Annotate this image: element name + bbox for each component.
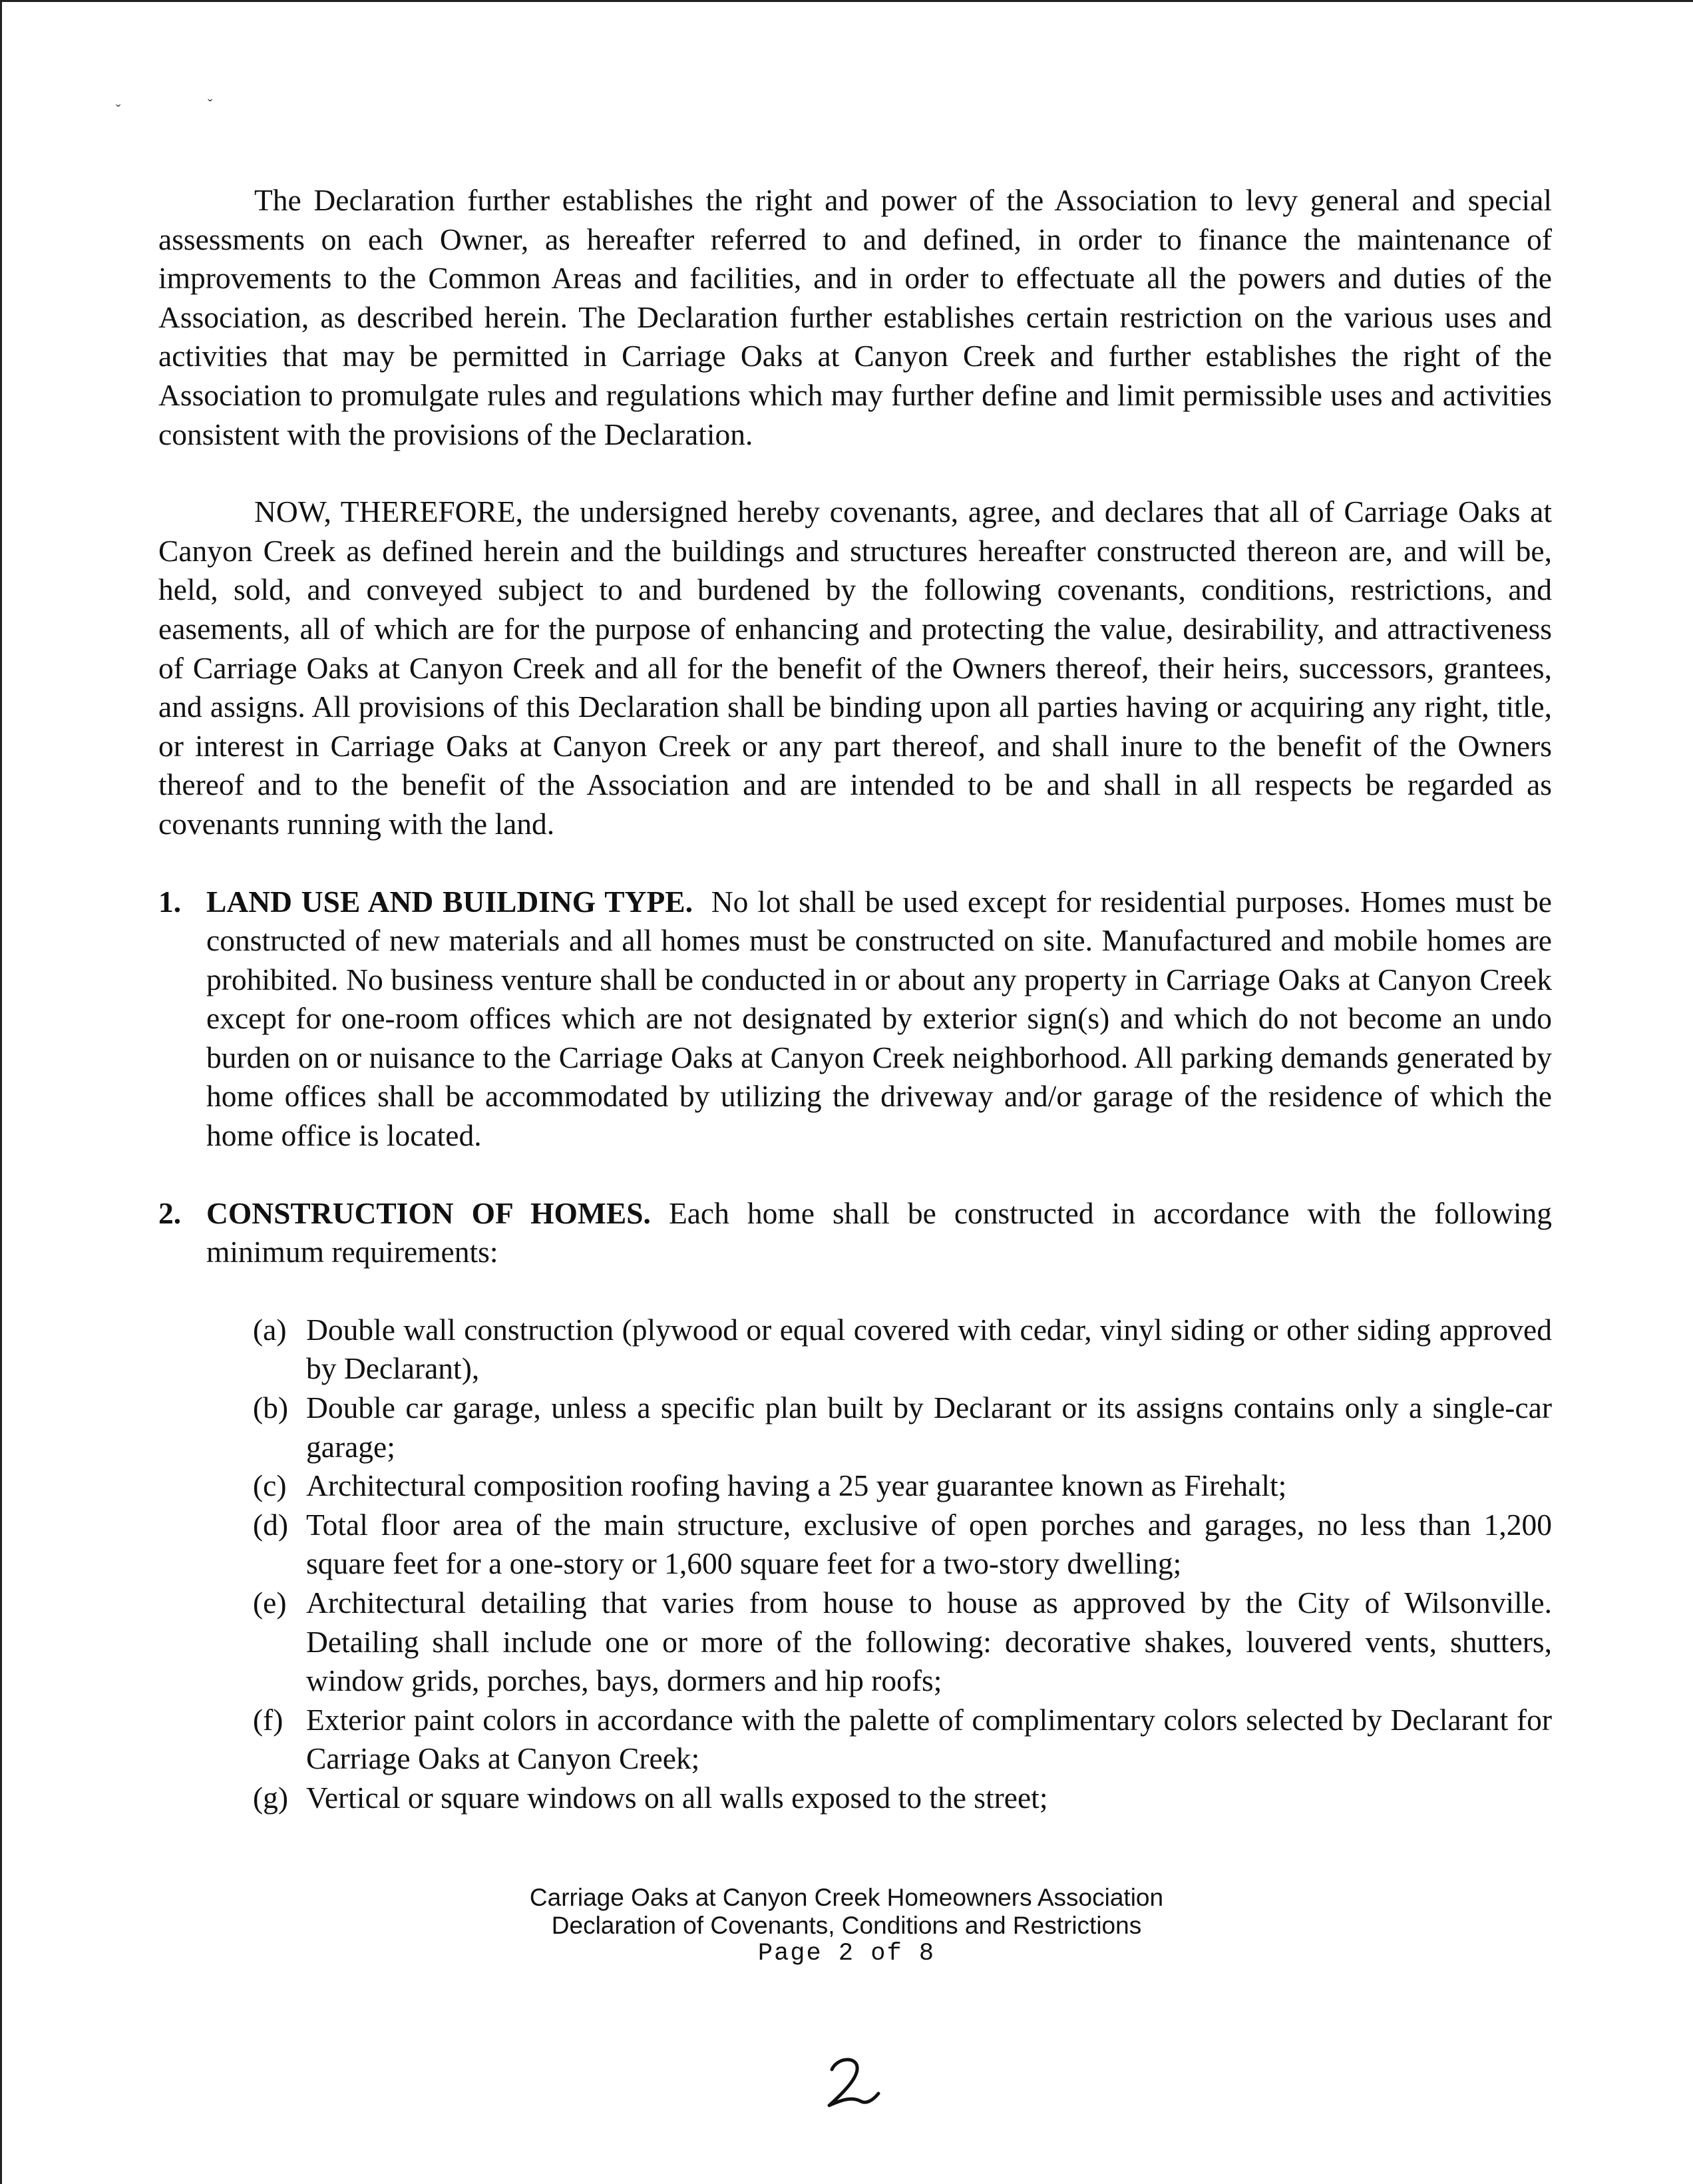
section-body: Each home shall be constructed in accordance with the following minimum requirements: bbox=[206, 1196, 1552, 1269]
section-heading-punct: . bbox=[685, 884, 693, 919]
intro-paragraph-assessments: The Declaration further establishes the right and power of the Association to levy general and special assessments on each Owner, as hereafter referred to and defined, in order to finance the maintenance of improvements to the Common Areas and facilities, and in order to effectuate all the powers and duties of the Association, as described herein. The Declaration further establishes certain restriction on the various uses and activities that may be permitted in Carriage Oaks at Canyon Creek and further establishes the right of the Association to promulgate rules and regulations which may further define and limit permissible uses and activities consistent with the provisions of the Declaration. bbox=[158, 183, 1552, 451]
list-marker: (d) bbox=[253, 1507, 289, 1542]
document-body bbox=[158, 181, 1552, 1818]
list-item-text: Architectural detailing that varies from house to house as approved by the City of Wilsonville. Detailing shall include one or more of the following: decorative shakes, louvered vents, shutters, window grids, porches, bays, dormers and hip roofs; bbox=[306, 1586, 1552, 1698]
section-land-use bbox=[158, 883, 1552, 1156]
list-item bbox=[158, 1701, 1552, 1779]
list-item-text: Exterior paint colors in accordance with the palette of complimentary colors selected by Declarant for Carriage Oaks at Canyon Creek; bbox=[306, 1702, 1552, 1776]
list-marker: (e) bbox=[253, 1586, 287, 1620]
list-item-text: Total floor area of the main structure, exclusive of open porches and garages, no less than 1,200 square feet for a one-story or 1,600 square feet for a two-story dwelling; bbox=[306, 1507, 1552, 1581]
scan-speck: ˇ bbox=[208, 96, 213, 112]
list-marker: (g) bbox=[253, 1780, 289, 1815]
page-footer bbox=[0, 1884, 1693, 1968]
list-marker: (b) bbox=[253, 1391, 289, 1425]
footer-association-name: Carriage Oaks at Canyon Creek Homeowners Association bbox=[529, 1884, 1164, 1911]
list-item bbox=[158, 1311, 1552, 1389]
list-item-text: Double wall construction (plywood or equal covered with cedar, vinyl siding or other siding approved by Declarant), bbox=[306, 1312, 1552, 1386]
section-heading: LAND USE AND BUILDING TYPE bbox=[206, 884, 685, 919]
list-item bbox=[158, 1584, 1552, 1701]
list-marker: (c) bbox=[253, 1468, 287, 1503]
section-body: No lot shall be used except for residential purposes. Homes must be constructed of new materials and all homes must be constructed on site. Manufactured and mobile homes are prohibited. No business venture shall be conducted in or about any property in Carriage Oaks at Canyon Creek except for one-room offices which are not designated by exterior sign(s) and which do not become an undo burden on or nuisance to the Carriage Oaks at Canyon Creek neighborhood. All parking demands generated by home offices shall be accommodated by utilizing the driveway and/or garage of the residence of which the home office is located. bbox=[206, 884, 1552, 1153]
section-construction bbox=[158, 1194, 1552, 1272]
list-marker: (f) bbox=[253, 1702, 283, 1737]
footer-document-title: Declaration of Covenants, Conditions and Restrictions bbox=[551, 1912, 1142, 1939]
list-item-text: Architectural composition roofing having a 25 year guarantee known as Firehalt; bbox=[306, 1468, 1287, 1503]
footer-page-number: Page 2 of 8 bbox=[757, 1940, 936, 1968]
list-item bbox=[158, 1779, 1552, 1818]
list-item-text: Vertical or square windows on all walls exposed to the street; bbox=[306, 1780, 1048, 1815]
list-marker: (a) bbox=[253, 1312, 287, 1347]
section-heading: CONSTRUCTION OF HOMES. bbox=[206, 1196, 651, 1230]
handwritten-two-icon bbox=[817, 2054, 890, 2117]
section-number: 2. bbox=[158, 1196, 182, 1230]
scan-speck: ˇ bbox=[116, 101, 121, 118]
list-item bbox=[158, 1506, 1552, 1584]
list-item-text: Double car garage, unless a specific plan built by Declarant or its assigns contains only a single-car garage; bbox=[306, 1391, 1552, 1464]
list-item bbox=[158, 1466, 1552, 1506]
handwritten-page-number bbox=[817, 2054, 890, 2120]
section-number: 1. bbox=[158, 884, 182, 919]
intro-paragraph-now-therefore: NOW, THEREFORE, the undersigned hereby covenants, agree, and declares that all of Carriage Oaks at Canyon Creek as defined herein and the buildings and structures hereafter constructed thereon are, and will be, held, sold, and conveyed subject to and burdened by the following covenants, conditions, restrictions, and easements, all of which are for the purpose of enhancing and protecting the value, desirability, and attractiveness of Carriage Oaks at Canyon Creek and all for the benefit of the Owners thereof, their heirs, successors, grantees, and assigns. All provisions of this Declaration shall be binding upon all parties having or acquiring any right, title, or interest in Carriage Oaks at Canyon Creek or any part thereof, and shall inure to the benefit of the Owners thereof and to the benefit of the Association and are intended to be and shall in all respects be regarded as covenants running with the land. bbox=[158, 495, 1552, 841]
requirements-list bbox=[158, 1311, 1552, 1818]
list-item bbox=[158, 1389, 1552, 1466]
